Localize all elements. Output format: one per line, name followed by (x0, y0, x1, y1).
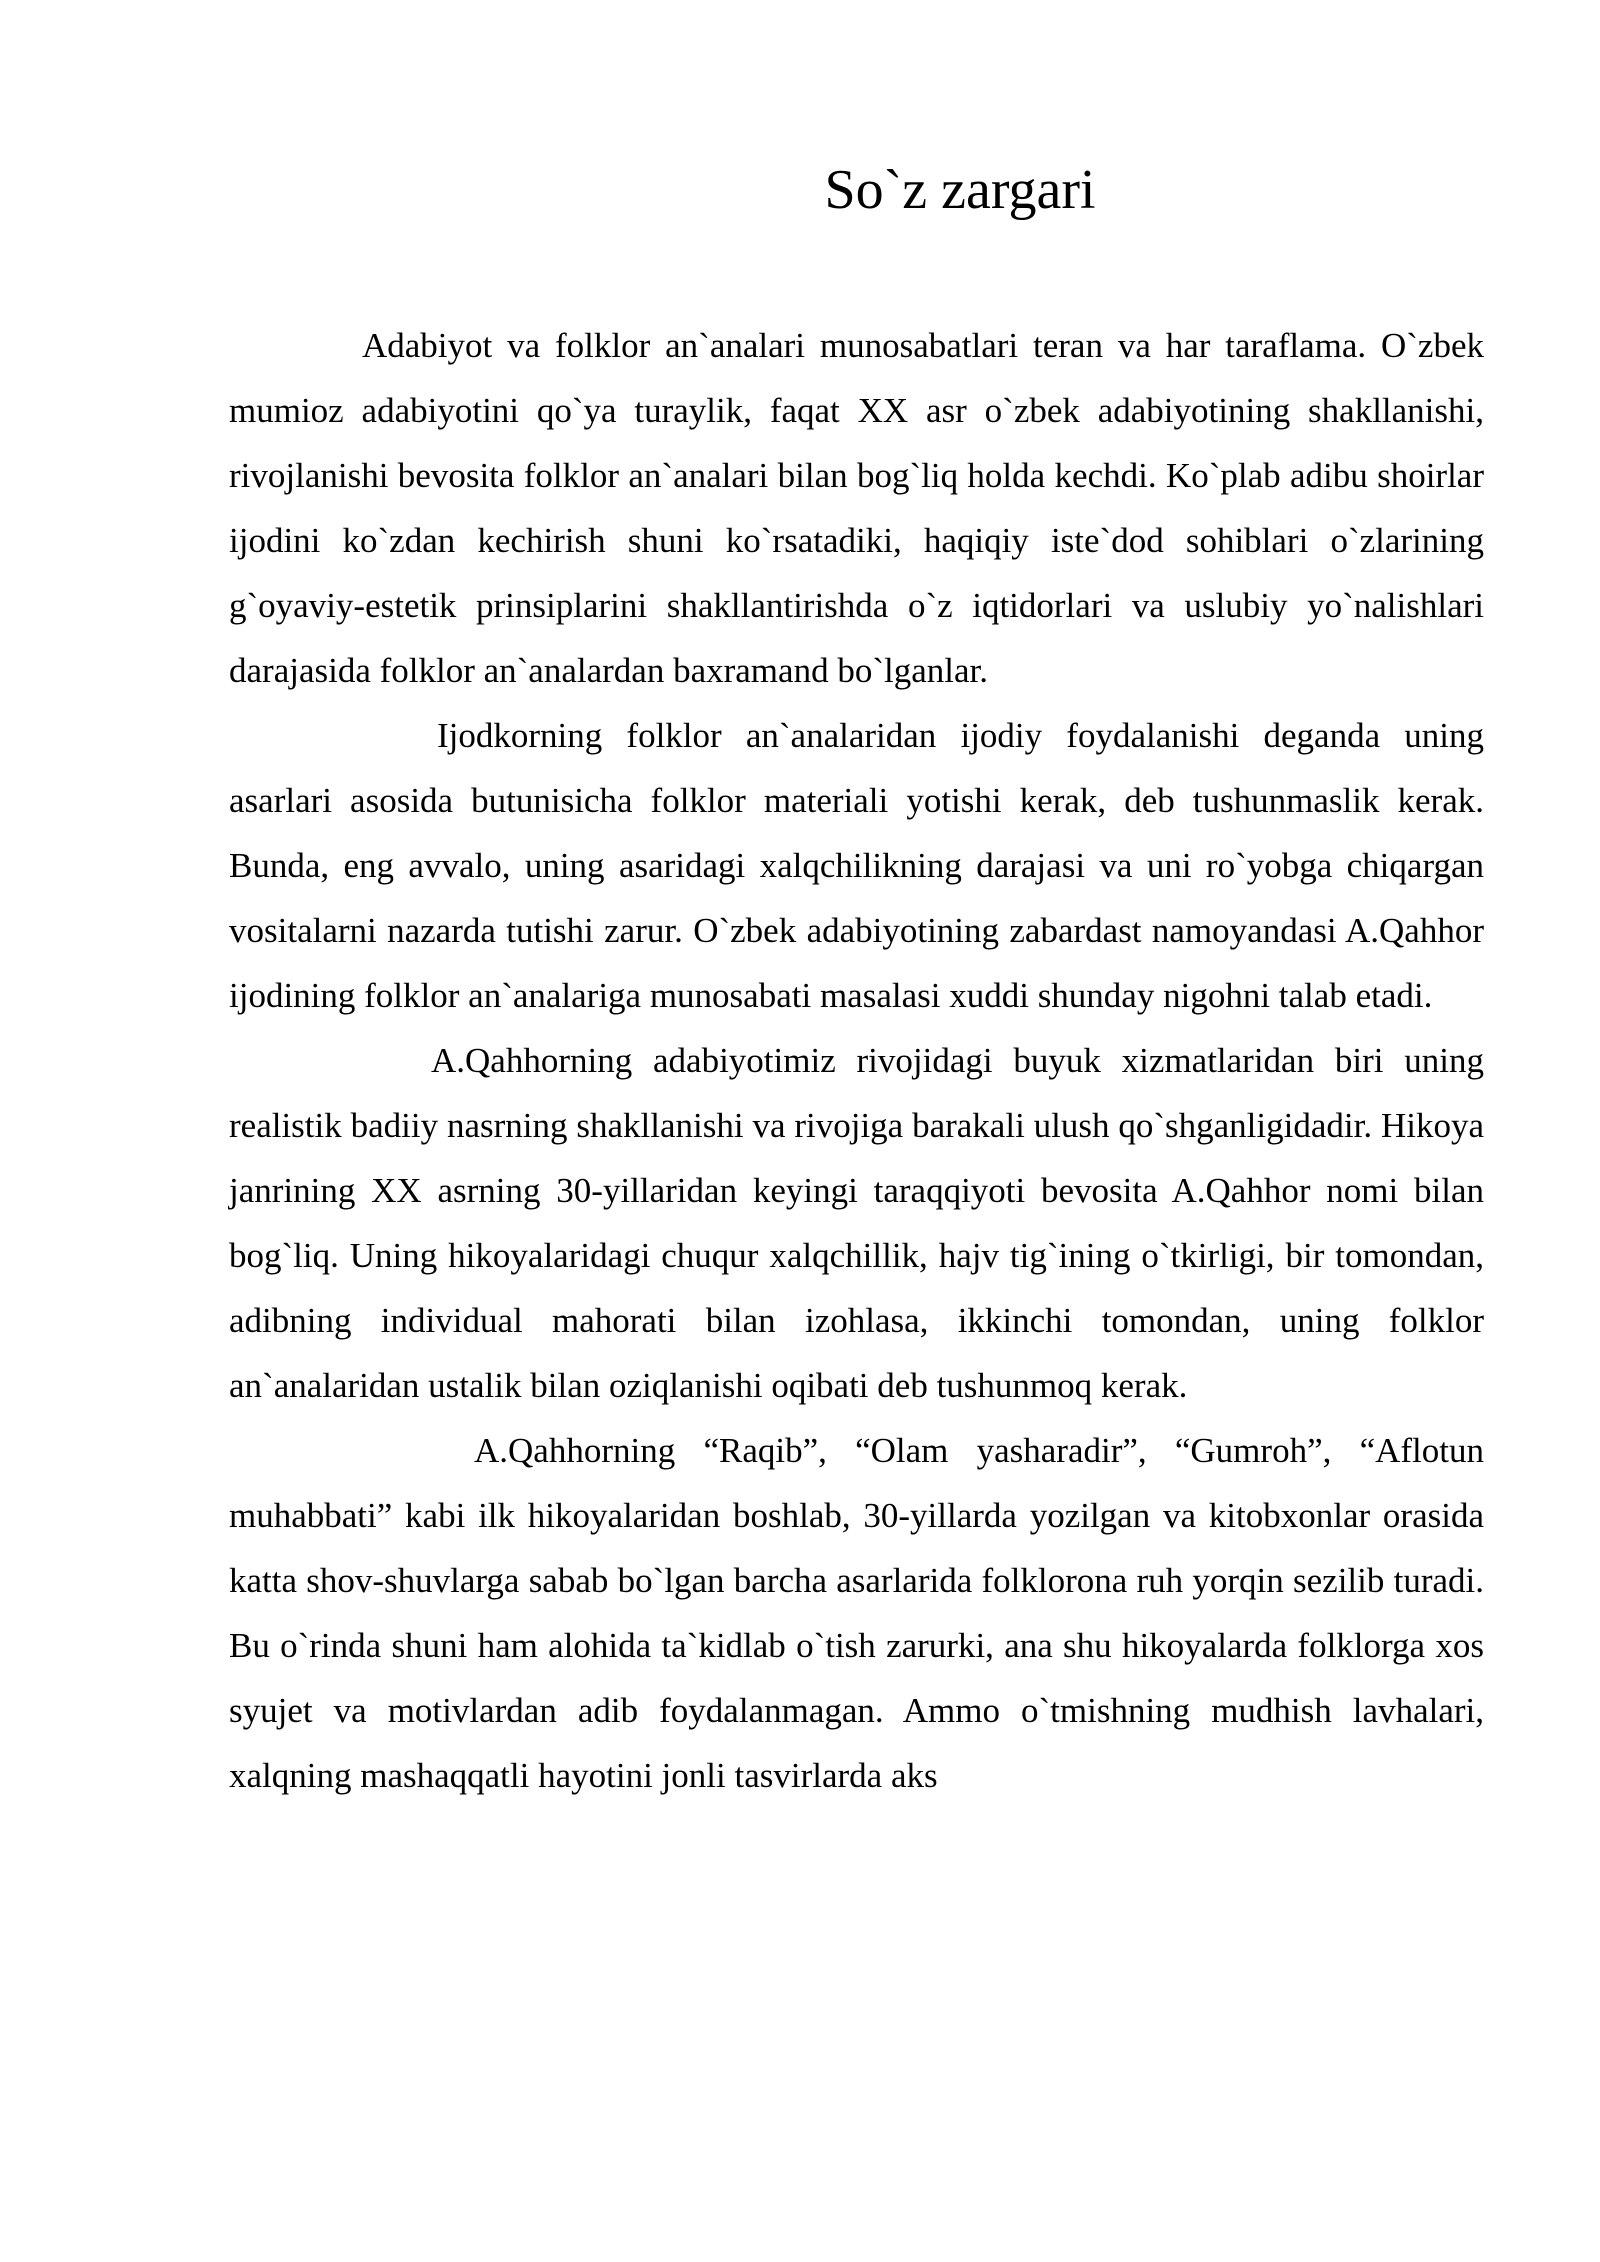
paragraph: Adabiyot va folklor an`analari munosabatlari teran va har taraflama. O`zbek mumioz adabiyotini qo`ya turaylik, faqat XX asr o`zbek adabiyotining shakllanishi, rivojlanishi bevosita folklor an`analari bilan bog`liq holda kechdi. Ko`plab adibu shoirlar ijodini ko`zdan kechirish shuni ko`rsatadiki, haqiqiy iste`dod sohiblari o`zlarining g`oyaviy-estetik prinsiplarini shakllantirishda o`z iqtidorlari va uslubiy yo`nalishlari darajasida folklor an`analardan baxramand bo`lganlar. (229, 326, 1484, 690)
paragraph: A.Qahhorning “Raqib”, “Olam yasharadir”, “Gumroh”, “Aflotun muhabbati” kabi ilk hikoyalaridan boshlab, 30-yillarda yozilgan va kitobxonlar orasida katta shov-shuvlarga sabab bo`lgan barcha asarlarida folklorona ruh yorqin sezilib turadi. Bu o`rinda shuni ham alohida ta`kidlab o`tish zarurki, ana shu hikoyalarda folklorga xos syujet va motivlardan adib foydalanmagan. Ammo o`tmishning mudhish lavhalari, xalqning mashaqqatli hayotini jonli tasvirlarda aks (229, 1431, 1484, 1795)
paragraph: A.Qahhorning adabiyotimiz rivojidagi buyuk xizmatlaridan biri uning realistik badiiy nasrning shakllanishi va rivojiga barakali ulush qo`shganligidadir. Hikoya janrining XX asrning 30-yillaridan keyingi taraqqiyoti bevosita A.Qahhor nomi bilan bog`liq. Uning hikoyalaridagi chuqur xalqchillik, hajv tig`ining o`tkirligi, bir tomondan, adibning individual mahorati bilan izohlasa, ikkinchi tomondan, uning folklor an`analaridan ustalik bilan oziqlanishi oqibati deb tushunmoq kerak. (229, 1041, 1484, 1405)
paragraph: Ijodkorning folklor an`analaridan ijodiy foydalanishi deganda uning asarlari asosida butunisicha folklor materiali yotishi kerak, deb tushunmaslik kerak. Bunda, eng avvalo, uning asaridagi xalqchilikning darajasi va uni ro`yobga chiqargan vositalarni nazarda tutishi zarur. O`zbek adabiyotining zabardast namoyandasi A.Qahhor ijodining folklor an`analariga munosabati masalasi xuddi shunday nigohni talab etadi. (229, 716, 1484, 1015)
page-title: So`z zargari (824, 159, 1096, 221)
document-body (229, 313, 1484, 1808)
